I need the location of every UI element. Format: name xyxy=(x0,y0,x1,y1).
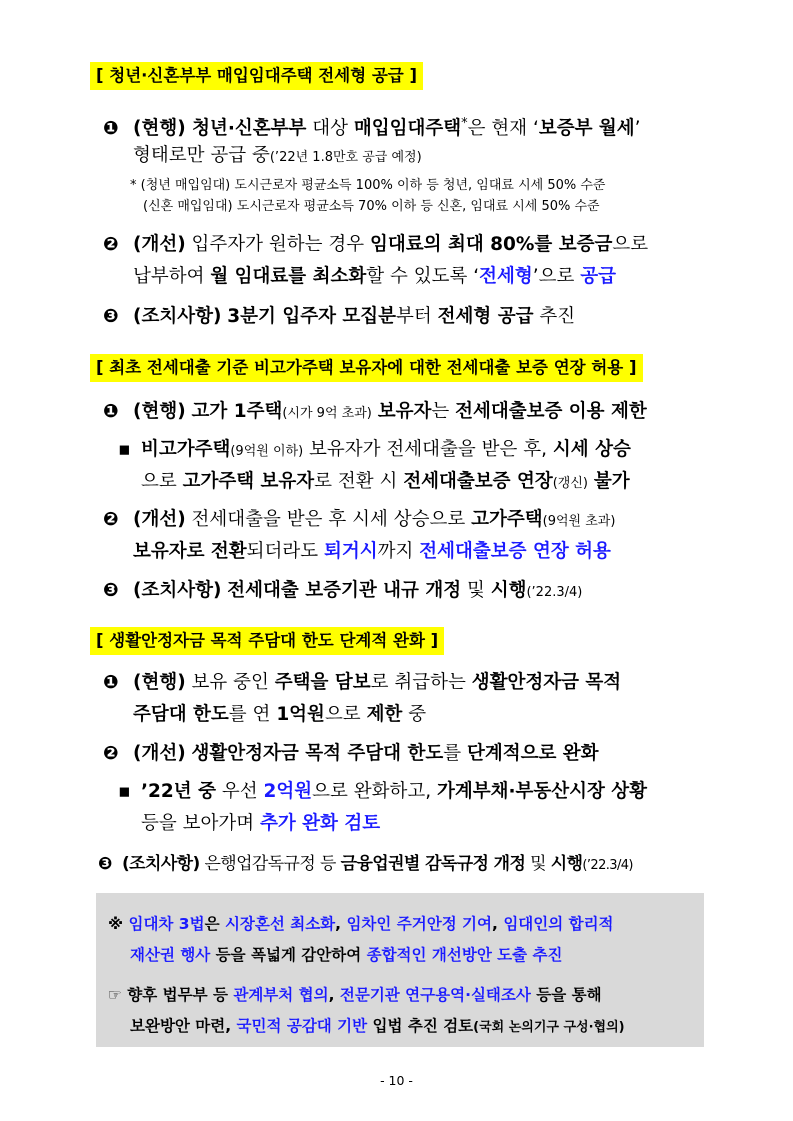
s1-item-1: ❶ (현행) 청년·신혼부부 대상 매입임대주택*은 현재 ‘보증부 월세’ 형태로만 공급 중(’22년 1.8만호 공급 예정) xyxy=(103,108,703,172)
section-title-3: [ 생활안정자금 목적 주담대 한도 단계적 완화 ] xyxy=(90,627,444,655)
s1-item-1-number: ❶ xyxy=(103,118,119,140)
s3-bullet-1: ▪ ’22년 중 우선 2억원으로 완화하고, 가계부채·부동산시장 상황 등을 보아가며 추가 완화 검토 xyxy=(118,781,648,834)
summary-box xyxy=(96,893,704,1047)
s1-item-2: ❷ (개선) 입주자가 원하는 경우 임대료의 최대 80%를 보증금으로 납부하여 월 임대료를 최소화할 수 있도록 ‘전세형’으로 공급 xyxy=(103,234,649,287)
s3-item-1: ❶ (현행) 보유 중인 주택을 담보로 취급하는 생활안정자금 목적 주담대 한도를 연 1억원으로 제한 중 xyxy=(103,672,622,725)
summary-paragraph-1: ※ 임대차 3법은 시장혼선 최소화, 임차인 주거안정 기여, 임대인의 합리적 재산권 행사 등을 폭넓게 감안하여 종합적인 개선방안 도출 추진 xyxy=(108,915,614,964)
s3-item-2: ❷ (개선) 생활안정자금 목적 주담대 한도를 단계적으로 완화 xyxy=(103,743,599,764)
s3-item-3: ❸ (조치사항) 은행업감독규정 등 금융업권별 감독규정 개정 및 시행(’22.3/4) xyxy=(98,854,633,874)
s2-item-1: ❶ (현행) 고가 1주택(시가 9억 초과) 보유자는 전세대출보증 이용 제한 xyxy=(103,401,647,422)
summary-paragraph-2: ☞ 향후 법무부 등 관계부처 협의, 전문기관 연구용역·실태조사 등을 통해 보완방안 마련, 국민적 공감대 기반 입법 추진 검토(국회 논의기구 구성·협의) xyxy=(108,986,625,1035)
pointing-hand-icon: ☞ xyxy=(108,986,122,1004)
s2-bullet-1: ▪ 비고가주택(9억원 이하) 보유자가 전세대출을 받은 후, 시세 상승 으로 고가주택 보유자로 전환 시 전세대출보증 연장(갱신) 불가 xyxy=(118,439,631,492)
s1-item-3: ❸ (조치사항) 3분기 입주자 모집분부터 전세형 공급 추진 xyxy=(103,306,576,327)
s2-item-2: ❷ (개선) 전세대출을 받은 후 시세 상승으로 고가주택(9억원 초과) 보유자로 전환되더라도 퇴거시까지 전세대출보증 연장 허용 xyxy=(103,509,616,562)
section-title-2: [ 최초 전세대출 기준 비고가주택 보유자에 대한 전세대출 보증 연장 허용 ] xyxy=(90,354,643,382)
note-mark: ※ xyxy=(108,915,124,933)
s1-footnote-1: * (청년 매입임대) 도시근로자 평균소득 100% 이하 등 청년, 임대료 시세 50% 수준 xyxy=(130,178,606,193)
section-title-1: [ 청년·신혼부부 매입임대주택 전세형 공급 ] xyxy=(90,62,423,90)
s1-footnote-2: (신혼 매입임대) 도시근로자 평균소득 70% 이하 등 신혼, 임대료 시세 50% 수준 xyxy=(143,199,600,214)
s2-item-3: ❸ (조치사항) 전세대출 보증기관 내규 개정 및 시행(’22.3/4) xyxy=(103,580,583,601)
page-number: - 10 - xyxy=(380,1073,413,1088)
